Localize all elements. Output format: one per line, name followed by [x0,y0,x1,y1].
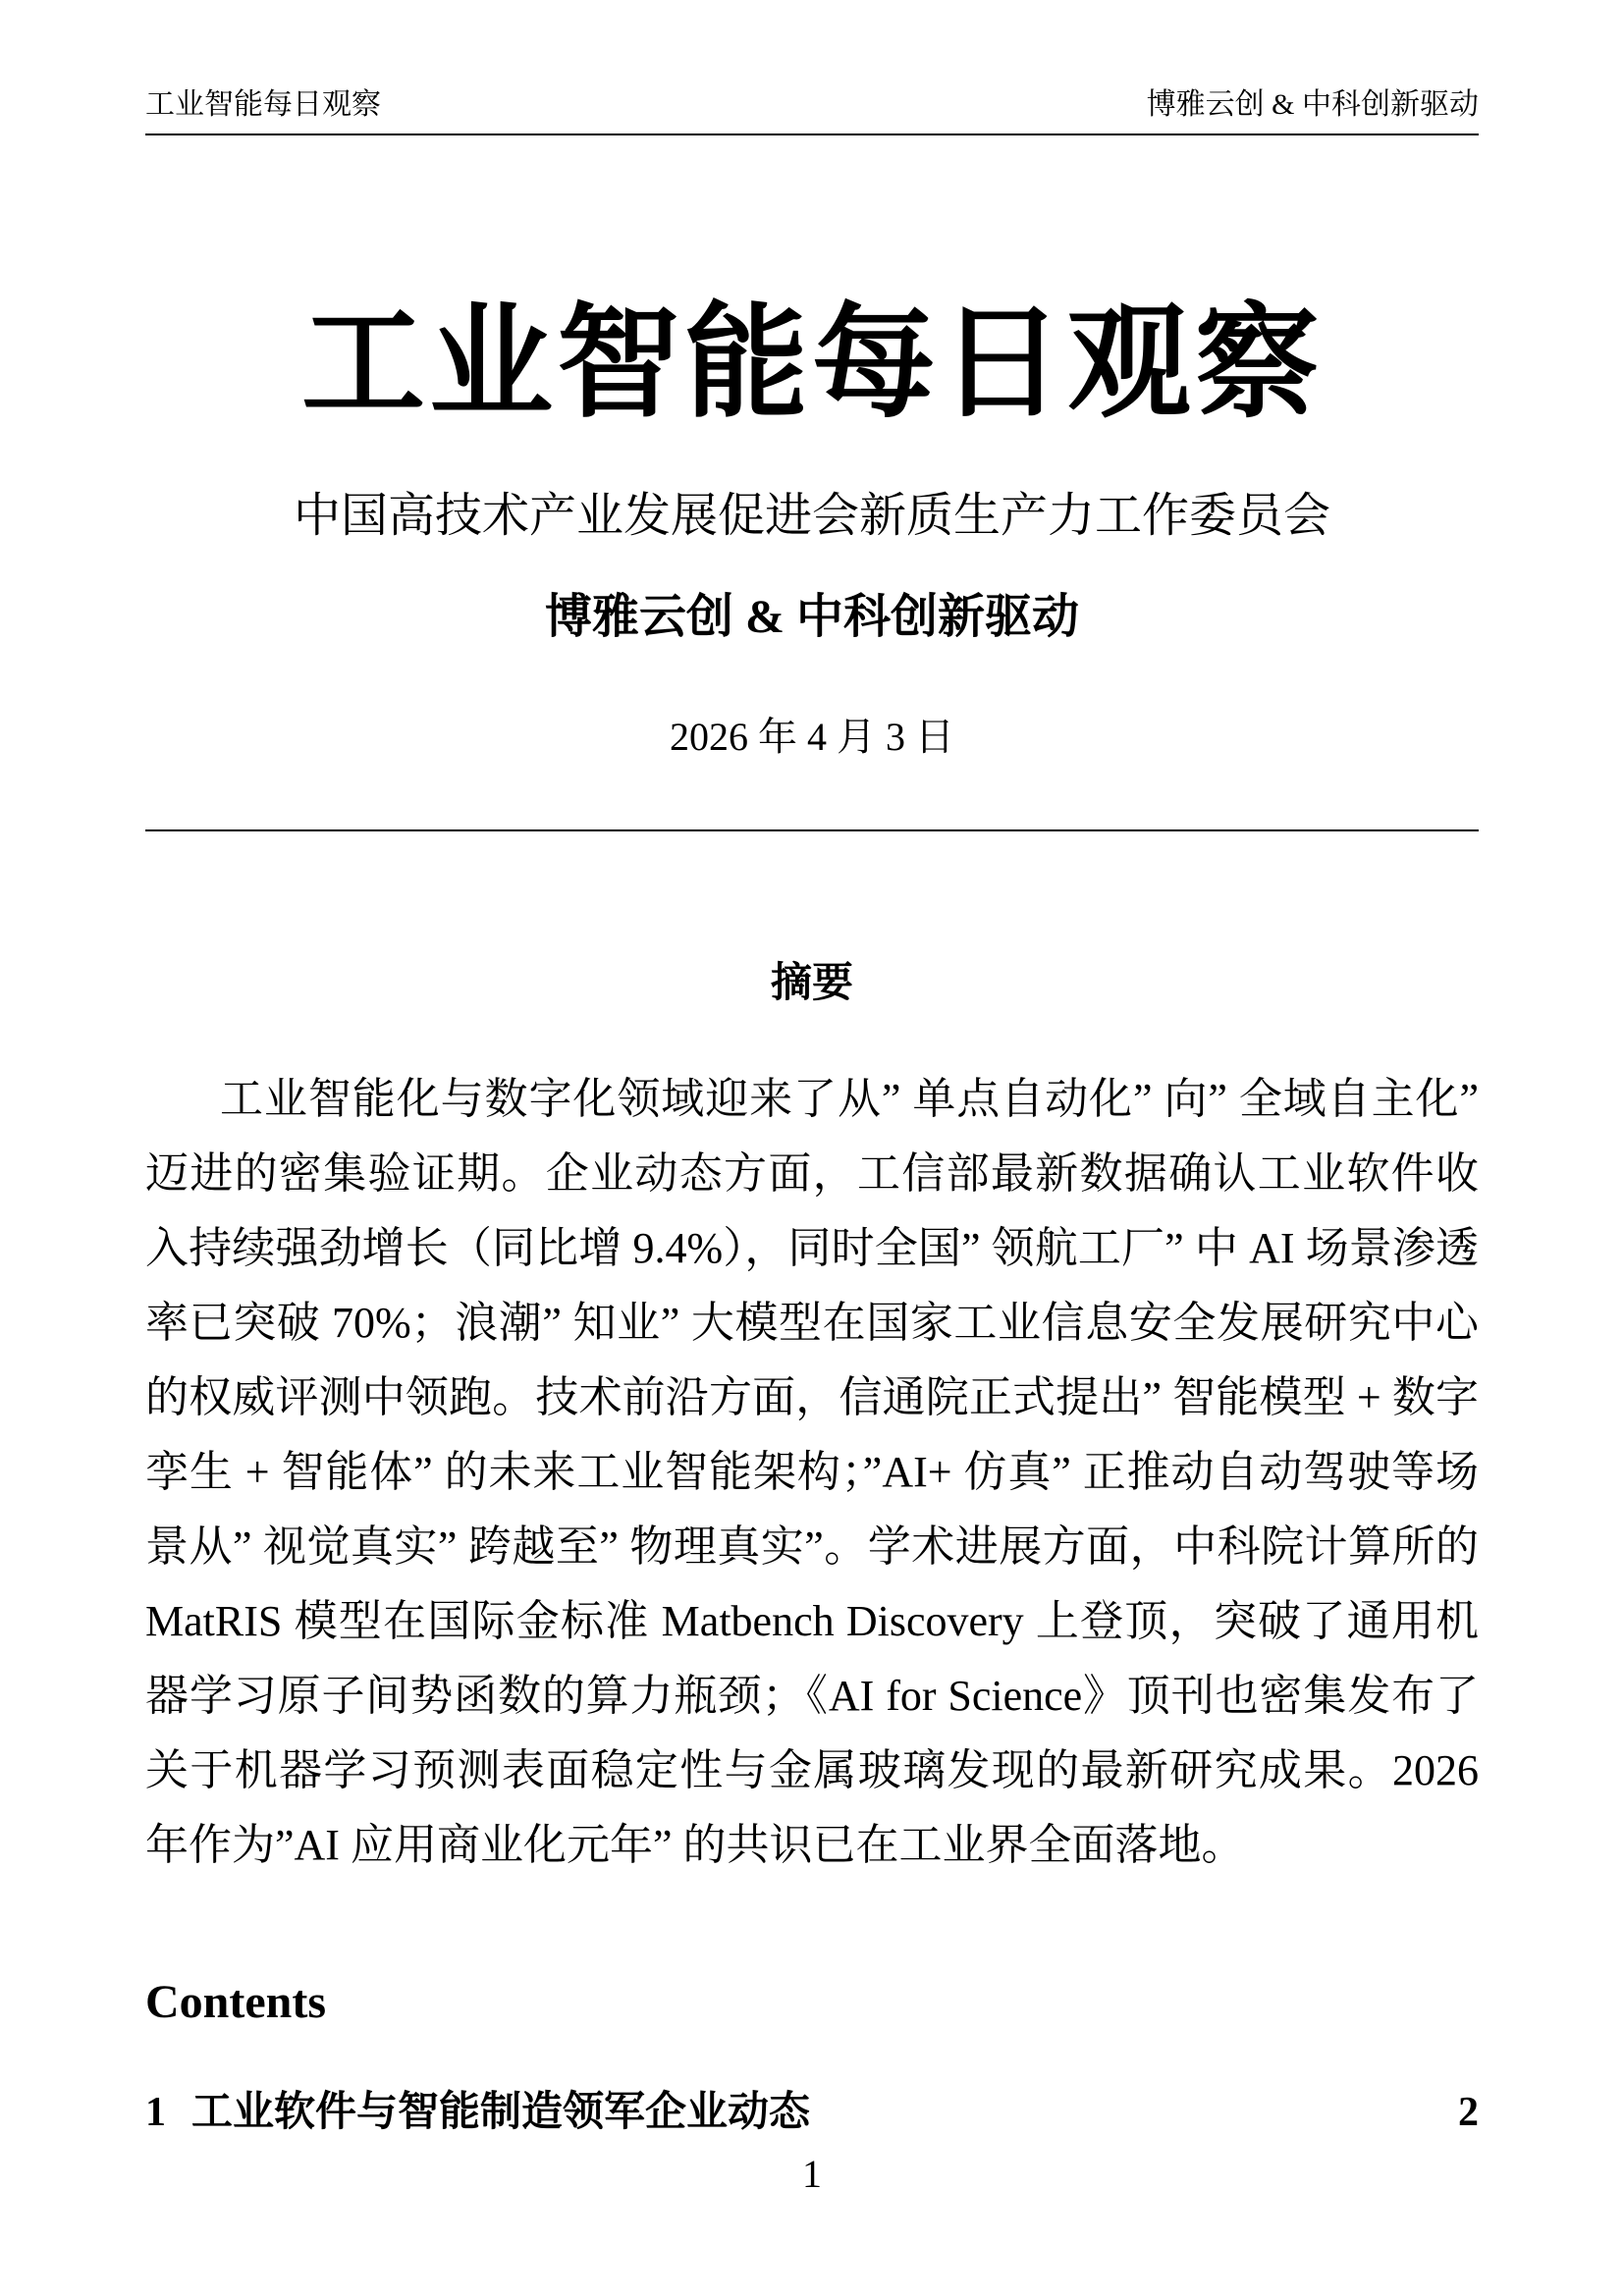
document-subtitle: 中国高技术产业发展促进会新质生产力工作委员会 [293,490,1330,543]
toc-entry-number: 1 [145,2090,166,2136]
toc-entry-1[interactable] [145,2088,1479,2137]
page-number: 1 [802,2152,822,2196]
running-header-left: 工业智能每日观察 [145,88,381,121]
running-header [145,0,1479,135]
abstract-text: 工业智能化与数字化领域迎来了从” 单点自动化” 向” 全域自主化” 迈进的密集验证期。企业动态方面，工信部最新数据确认工业软件收入持续强劲增长（同比增 9.4%），同时全国” 领航工厂” 中 AI 场景渗透率已突破 70%；浪潮” 知业” 大模型在国家工业信息安全发展研究中心的权威评测中领跑。技术前沿方面，信通院正式提出” 智能模型 + 数字孪生 + 智能体” 的未来工业智能架构；”AI+ 仿真” 正推动自动驾驶等场景从” 视觉真实” 跨越至” 物理真实”。学术进展方面，中科院计算所的 MatRIS 模型在国际金标准 Matbench Discovery 上登顶，突破了通用机器学习原子间势函数的算力瓶颈；《AI for Science》顶刊也密集发布了关于机器学习预测表面稳定性与金属玻璃发现的最新研究成果。2026 年作为”AI 应用商业化元年” 的共识已在工业界全面落地。 [145,1075,1479,1870]
abstract-heading: 摘要 [770,961,853,1007]
document-title: 工业智能每日观察 [301,296,1323,433]
document-date: 2026 年 4 月 3 日 [670,715,954,760]
toc-entry-page: 2 [1458,2090,1479,2136]
title-rule [145,829,1479,831]
toc-entry-title: 工业软件与智能制造领军企业动态 [191,2090,811,2136]
document-authors: 博雅云创 & 中科创新驱动 [545,590,1079,643]
contents-heading: Contents [145,1976,327,2029]
running-header-right: 博雅云创 & 中科创新驱动 [1146,88,1479,121]
